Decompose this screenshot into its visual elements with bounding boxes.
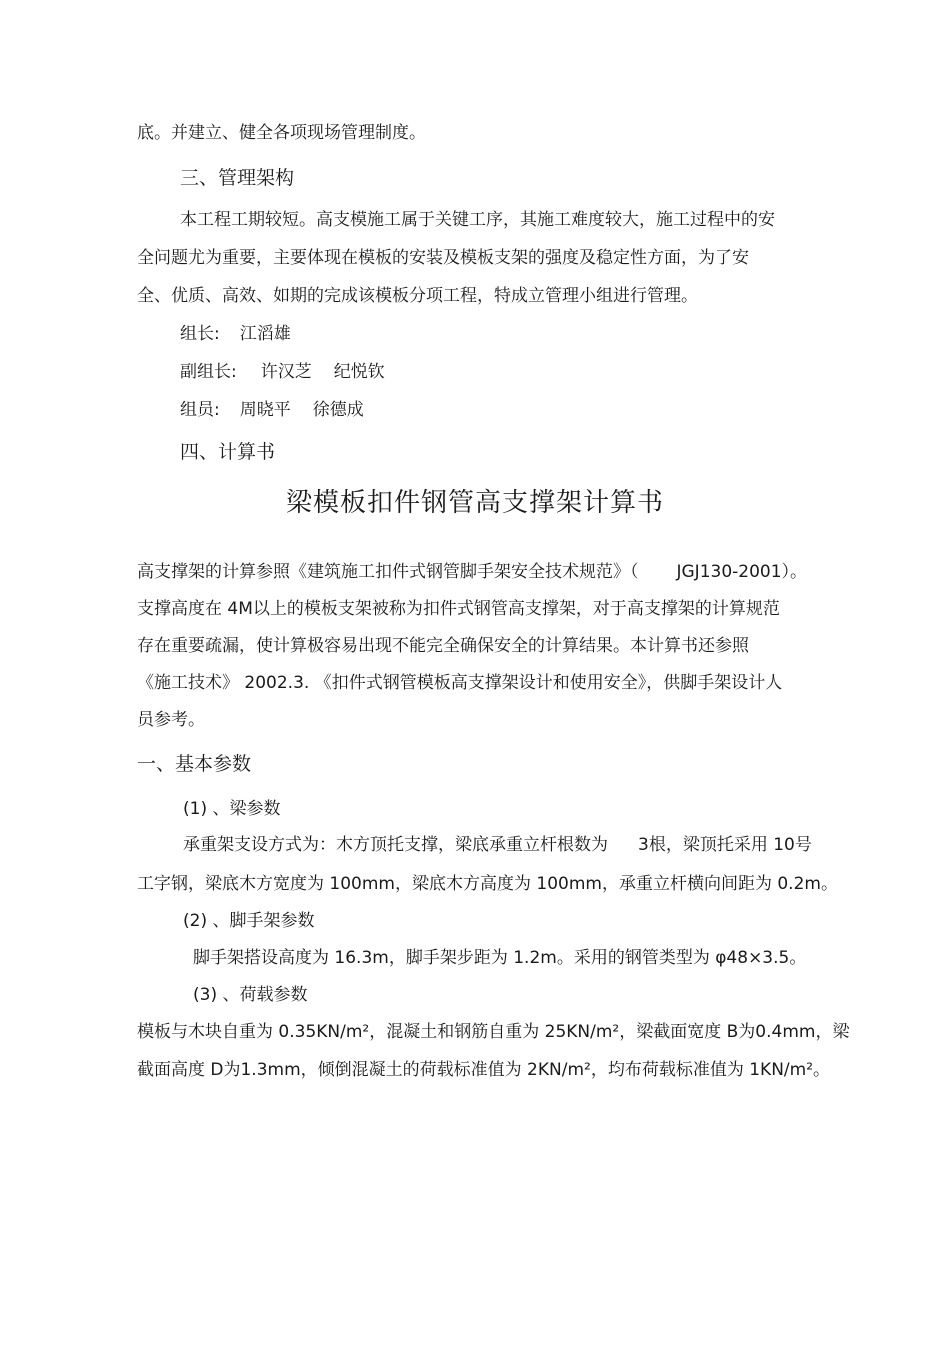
paragraph-line: 支撑高度在 4M以上的模板支架被称为扣件式钢管高支撑架，对于高支撑架的计算规范 [137,599,780,619]
paragraph-line: 全、优质、高效、如期的完成该模板分项工程，特成立管理小组进行管理。 [137,286,698,306]
paragraph-line: 工字钢，梁底木方宽度为 100mm，梁底木方高度为 100mm，承重立杆横向间距为 0.2m。 [137,874,838,894]
leader-label: 组长: [180,324,220,344]
deputy-label: 副组长: [180,362,237,382]
paragraph-line: 本工程工期较短。高支模施工属于关键工序，其施工难度较大，施工过程中的安 [180,210,775,230]
section-heading: 三、管理架构 [180,167,295,189]
paragraph-line: 脚手架搭设高度为 16.3m，脚手架步距为 1.2m。采用的钢管类型为 φ48×3.5。 [193,948,807,968]
subsection-heading: (2) 、脚手架参数 [183,911,315,931]
beam-param-text: 3根，梁顶托采用 10号 [638,835,812,855]
beam-param-text: 承重架支设方式为：木方顶托支撑，梁底承重立杆根数为 [183,835,608,855]
subsection-heading: (1) 、梁参数 [183,799,281,819]
subsection-heading: (3) 、荷载参数 [193,985,308,1005]
intro-text: 高支撑架的计算参照《建筑施工扣件式钢管脚手架安全技术规范》（ [137,562,639,582]
paragraph-line: 全问题尤为重要，主要体现在模板的安装及模板支架的强度及稳定性方面，为了安 [137,248,749,268]
paragraph-line [137,560,807,584]
section-heading: 一、基本参数 [137,753,252,775]
paragraph-line: 模板与木块自重为 0.35KN/m²，混凝土和钢筋自重为 25KN/m²，梁截面宽度 B为0.4mm，梁 [137,1022,850,1042]
member-label: 组员: [180,400,220,420]
paragraph-line [183,833,812,857]
team-member-row [180,398,364,422]
paragraph-line: 《施工技术》 2002.3. 《扣件式钢管模板高支撑架设计和使用安全》，供脚手架设计人 [137,673,783,693]
section-heading: 四、计算书 [180,441,276,463]
team-deputy-row [180,360,385,384]
standard-code: JGJ130-2001）。 [676,562,808,582]
document-title: 梁模板扣件钢管高支撑架计算书 [285,488,664,518]
paragraph-line: 存在重要疏漏，使计算极容易出现不能完全确保安全的计算结果。本计算书还参照 [137,636,749,656]
member-name: 徐德成 [312,400,364,420]
deputy-name: 许汉芝 [260,362,312,382]
deputy-name: 纪悦钦 [333,362,385,382]
member-name: 周晓平 [239,400,291,420]
team-leader-row [180,322,291,346]
paragraph-line: 底。并建立、健全各项现场管理制度。 [137,123,426,143]
paragraph-line: 员参考。 [137,710,205,730]
leader-name: 江滔雄 [239,324,291,344]
paragraph-line: 截面高度 D为1.3mm，倾倒混凝土的荷载标准值为 2KN/m²，均布荷载标准值为 1KN/m²。 [137,1060,831,1080]
